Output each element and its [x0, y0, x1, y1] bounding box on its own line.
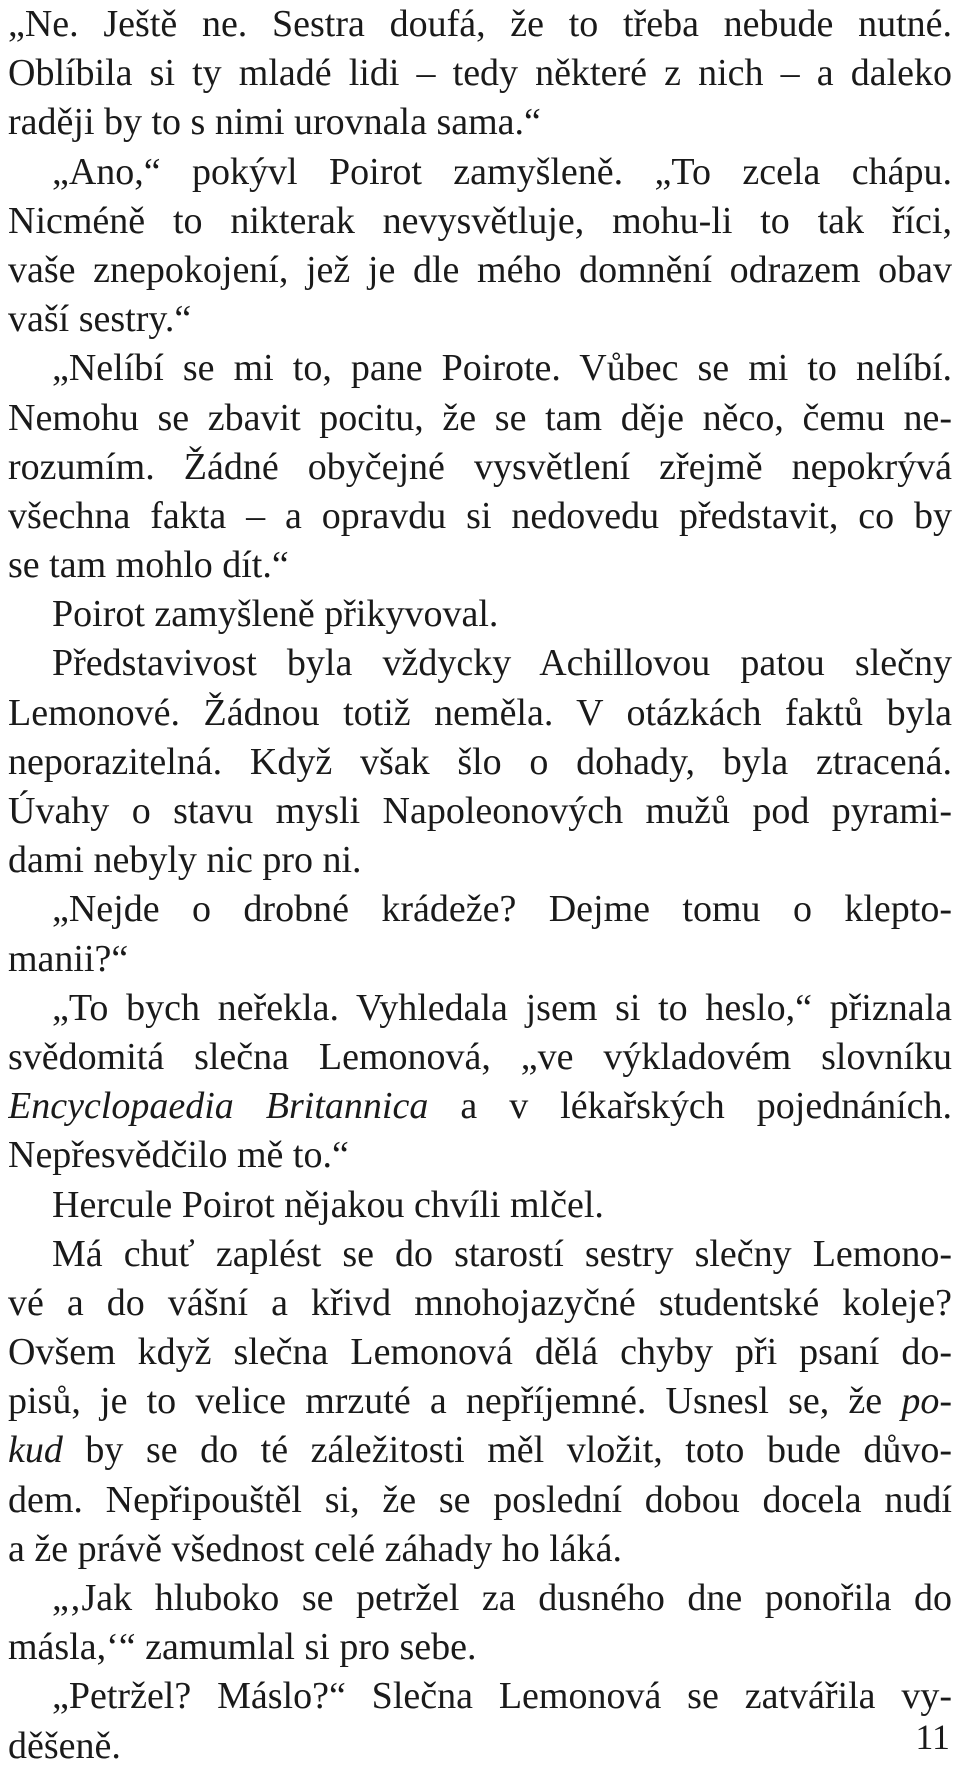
- italic-fragment: kud: [8, 1429, 63, 1472]
- text-line: a že právě všednost celé záhady ho láká.: [8, 1527, 623, 1570]
- text-line: Nepřesvědčilo mě to.“: [8, 1134, 349, 1177]
- text-line: vaší sestry.“: [8, 298, 192, 341]
- text-line: Má chuť zaplést se do starostí sestry slečny Lemono-: [52, 1232, 952, 1275]
- text-line: manii?“: [8, 937, 129, 980]
- text-line: „Ne. Ještě ne. Sestra doufá, že to třeba nebude nutné.: [8, 3, 952, 45]
- text-line: Ovšem když slečna Lemonová dělá chyby při psaní do-: [8, 1331, 952, 1374]
- text-line: Hercule Poirot nějakou chvíli mlčel.: [52, 1183, 604, 1226]
- text-line: másla,‘“ zamumlal si pro sebe.: [8, 1626, 477, 1669]
- page-number: 11: [915, 1717, 950, 1757]
- text-line: Poirot zamyšleně přikyvoval.: [52, 593, 499, 636]
- text-line: Úvahy o stavu mysli Napoleonových mužů pod pyrami-: [8, 790, 952, 832]
- text-line: „Nelíbí se mi to, pane Poirote. Vůbec se mi to nelíbí.: [52, 347, 952, 390]
- text-line: „Nejde o drobné krádeže? Dejme tomu o klepto-: [52, 888, 952, 931]
- text-line: Nemohu se zbavit pocitu, že se tam děje něco, čemu ne-: [8, 396, 952, 439]
- text-line: „To bych neřekla. Vyhledala jsem si to heslo,“ přiznala: [52, 986, 952, 1029]
- text-line: Nicméně to nikterak nevysvětluje, mohu-li to tak říci,: [8, 199, 952, 242]
- text-line: dem. Nepřipouštěl si, že se poslední dobou docela nudí: [8, 1478, 952, 1521]
- italic-title: Encyclopaedia Britannica: [8, 1085, 429, 1128]
- text-line: Lemonové. Žádnou totiž neměla. V otázkách faktů byla: [8, 691, 952, 734]
- text-line: „Ano,“ pokývl Poirot zamyšleně. „To zcela chápu.: [52, 150, 952, 193]
- text-line: svědomitá slečna Lemonová, „ve výkladovém slovníku: [8, 1035, 952, 1078]
- text-line: [8, 1426, 952, 1475]
- body-text: [8, 0, 952, 1771]
- text-line: vaše znepokojení, jež je dle mého domnění odrazem obav: [8, 248, 952, 291]
- text-fragment: by se do té záležitosti měl vložit, toto bude důvo-: [85, 1429, 952, 1472]
- text-line: [8, 1377, 952, 1426]
- text-line: rozumím. Žádné obyčejné vysvětlení zřejmě nepokrývá: [8, 445, 952, 488]
- text-line: „Petržel? Máslo?“ Slečna Lemonová se zatvářila vy-: [52, 1675, 952, 1718]
- text-line: [8, 1082, 952, 1131]
- text-fragment: a v lékařských pojednáních.: [460, 1085, 952, 1128]
- text-line: všechna fakta – a opravdu si nedovedu představit, co by: [8, 494, 952, 537]
- text-line: Oblíbila si ty mladé lidi – tedy některé z nich – a daleko: [8, 52, 952, 95]
- text-line: raději by to s nimi urovnala sama.“: [8, 101, 541, 144]
- italic-fragment: po-: [901, 1380, 952, 1423]
- text-line: se tam mohlo dít.“: [8, 544, 289, 587]
- text-line: děšeně.: [8, 1724, 121, 1767]
- text-fragment: pisů, je to velice mrzuté a nepříjemné. Usnesl se, že: [8, 1380, 883, 1423]
- text-line: vé a do vášní a křivd mnohojazyčné studentské koleje?: [8, 1281, 952, 1324]
- text-line: dami nebyly nic pro ni.: [8, 839, 362, 882]
- text-line: Představivost byla vždycky Achillovou patou slečny: [52, 642, 952, 685]
- text-line: neporazitelná. Když však šlo o dohady, byla ztracená.: [8, 740, 952, 783]
- text-line: „‚Jak hluboko se petržel za dusného dne ponořila do: [52, 1577, 952, 1619]
